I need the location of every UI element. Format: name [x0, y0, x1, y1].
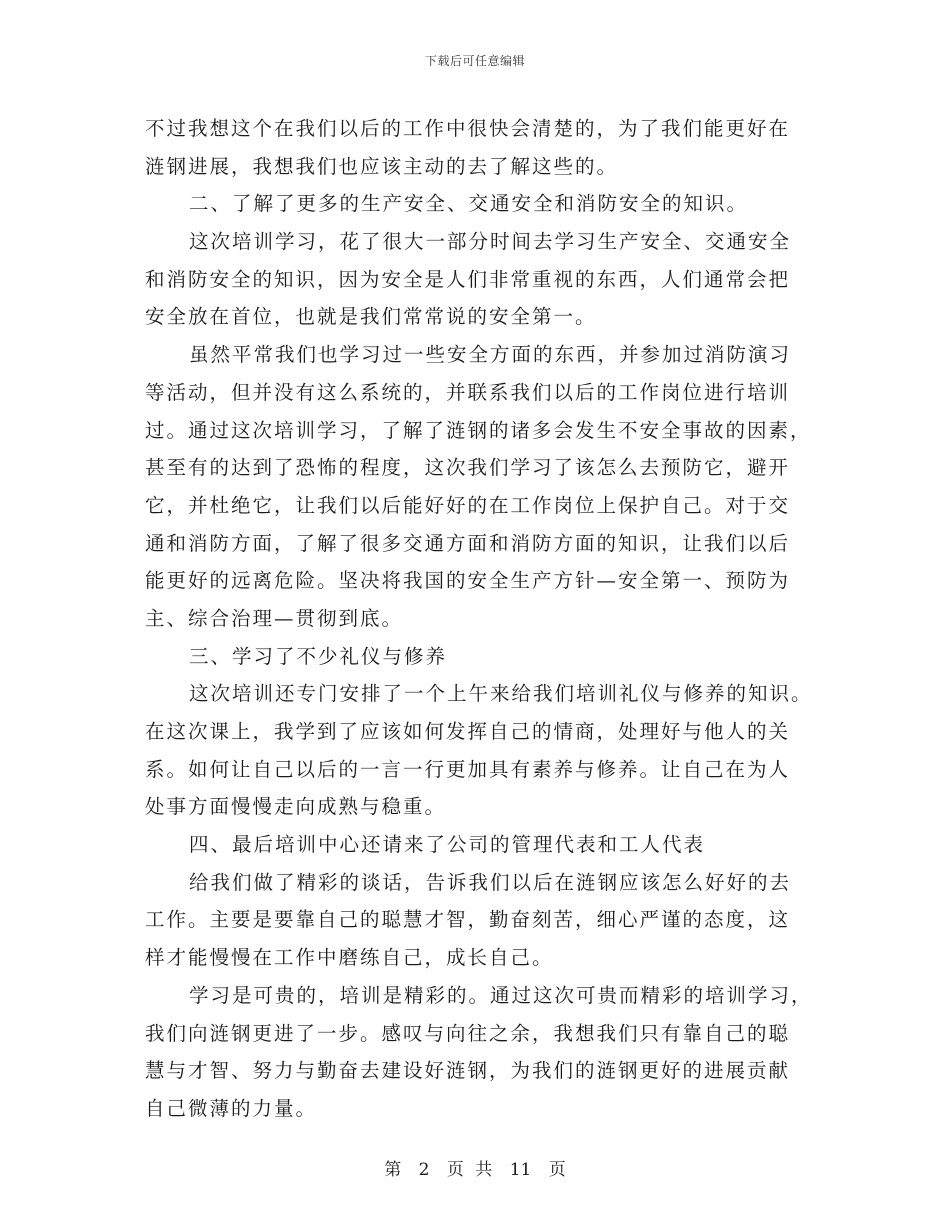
section-heading: 四、最后培训中心还请来了公司的管理代表和工人代表: [189, 833, 706, 857]
section-heading: 三、学习了不少礼仪与修养: [189, 644, 448, 668]
text-line: 在这次课上，我学到了应该如何发挥自己的情商，处理好与他人的关: [145, 720, 791, 743]
footer-prefix: 第: [384, 1160, 402, 1180]
text-line: 工作。主要是要靠自己的聪慧才智，勤奋刻苦，细心严谨的态度，这: [145, 908, 791, 932]
page-header: 下载后可任意编辑: [424, 54, 525, 68]
footer-mid: 页 共: [446, 1160, 493, 1180]
text-line: 不过我想这个在我们以后的工作中很快会清楚的，为了我们能更好在: [145, 117, 791, 140]
text-line: 和消防安全的知识，因为安全是人们非常重视的东西，人们通常会把: [145, 267, 791, 291]
text-line: 它，并杜绝它，让我们以后能好好的在工作岗位上保护自己。对于交: [145, 493, 791, 517]
text-line: 涟钢进展，我想我们也应该主动的去了解这些的。: [145, 154, 619, 178]
document-body: [145, 110, 813, 1128]
text-line: 这次培训学习，花了很大一部分时间去学习生产安全、交通安全: [189, 230, 792, 254]
text-line: 我们向涟钢更进了一步。感叹与向往之余，我想我们只有靠自己的聪: [145, 1021, 791, 1045]
footer-total-pages: 11: [509, 1160, 532, 1180]
text-line: 过。通过这次培训学习，了解了涟钢的诸多会发生不安全事故的因素，: [145, 418, 812, 442]
page-footer: [0, 1155, 950, 1180]
text-line: 慧与才智、努力与勤奋去建设好涟钢，为我们的涟钢更好的进展贡献: [145, 1059, 791, 1083]
footer-page-number: 2: [418, 1160, 430, 1180]
text-line: 主、综合治理—贯彻到底。: [145, 606, 404, 630]
footer-suffix: 页: [548, 1160, 566, 1180]
text-line: 安全放在首位，也就是我们常常说的安全第一。: [145, 305, 597, 329]
text-line: 样才能慢慢在工作中磨练自己，成长自己。: [145, 946, 554, 970]
text-line: 自己微薄的力量。: [145, 1096, 318, 1120]
text-line: 虽然平常我们也学习过一些安全方面的东西，并参加过消防演习: [189, 343, 792, 367]
text-line: 处事方面慢慢走向成熟与稳重。: [145, 795, 447, 819]
text-line: 学习是可贵的，培训是精彩的。通过这次可贵而精彩的培训学习，: [189, 983, 813, 1007]
text-line: 通和消防方面，了解了很多交通方面和消防方面的知识，让我们以后: [145, 531, 791, 555]
text-line: 这次培训还专门安排了一个上午来给我们培训礼仪与修养的知识。: [189, 682, 813, 706]
text-line: 给我们做了精彩的谈话，告诉我们以后在涟钢应该怎么好好的去: [189, 870, 792, 894]
section-heading: 二、了解了更多的生产安全、交通安全和消防安全的知识。: [189, 192, 749, 216]
text-line: 能更好的远离危险。坚决将我国的安全生产方针—安全第一、预防为: [145, 569, 791, 593]
text-line: 甚至有的达到了恐怖的程度，这次我们学习了该怎么去预防它，避开: [145, 456, 791, 480]
text-line: 系。如何让自己以后的一言一行更加具有素养与修养。让自己在为人: [145, 757, 791, 781]
text-line: 等活动，但并没有这么系统的，并联系我们以后的工作岗位进行培训: [145, 380, 791, 404]
